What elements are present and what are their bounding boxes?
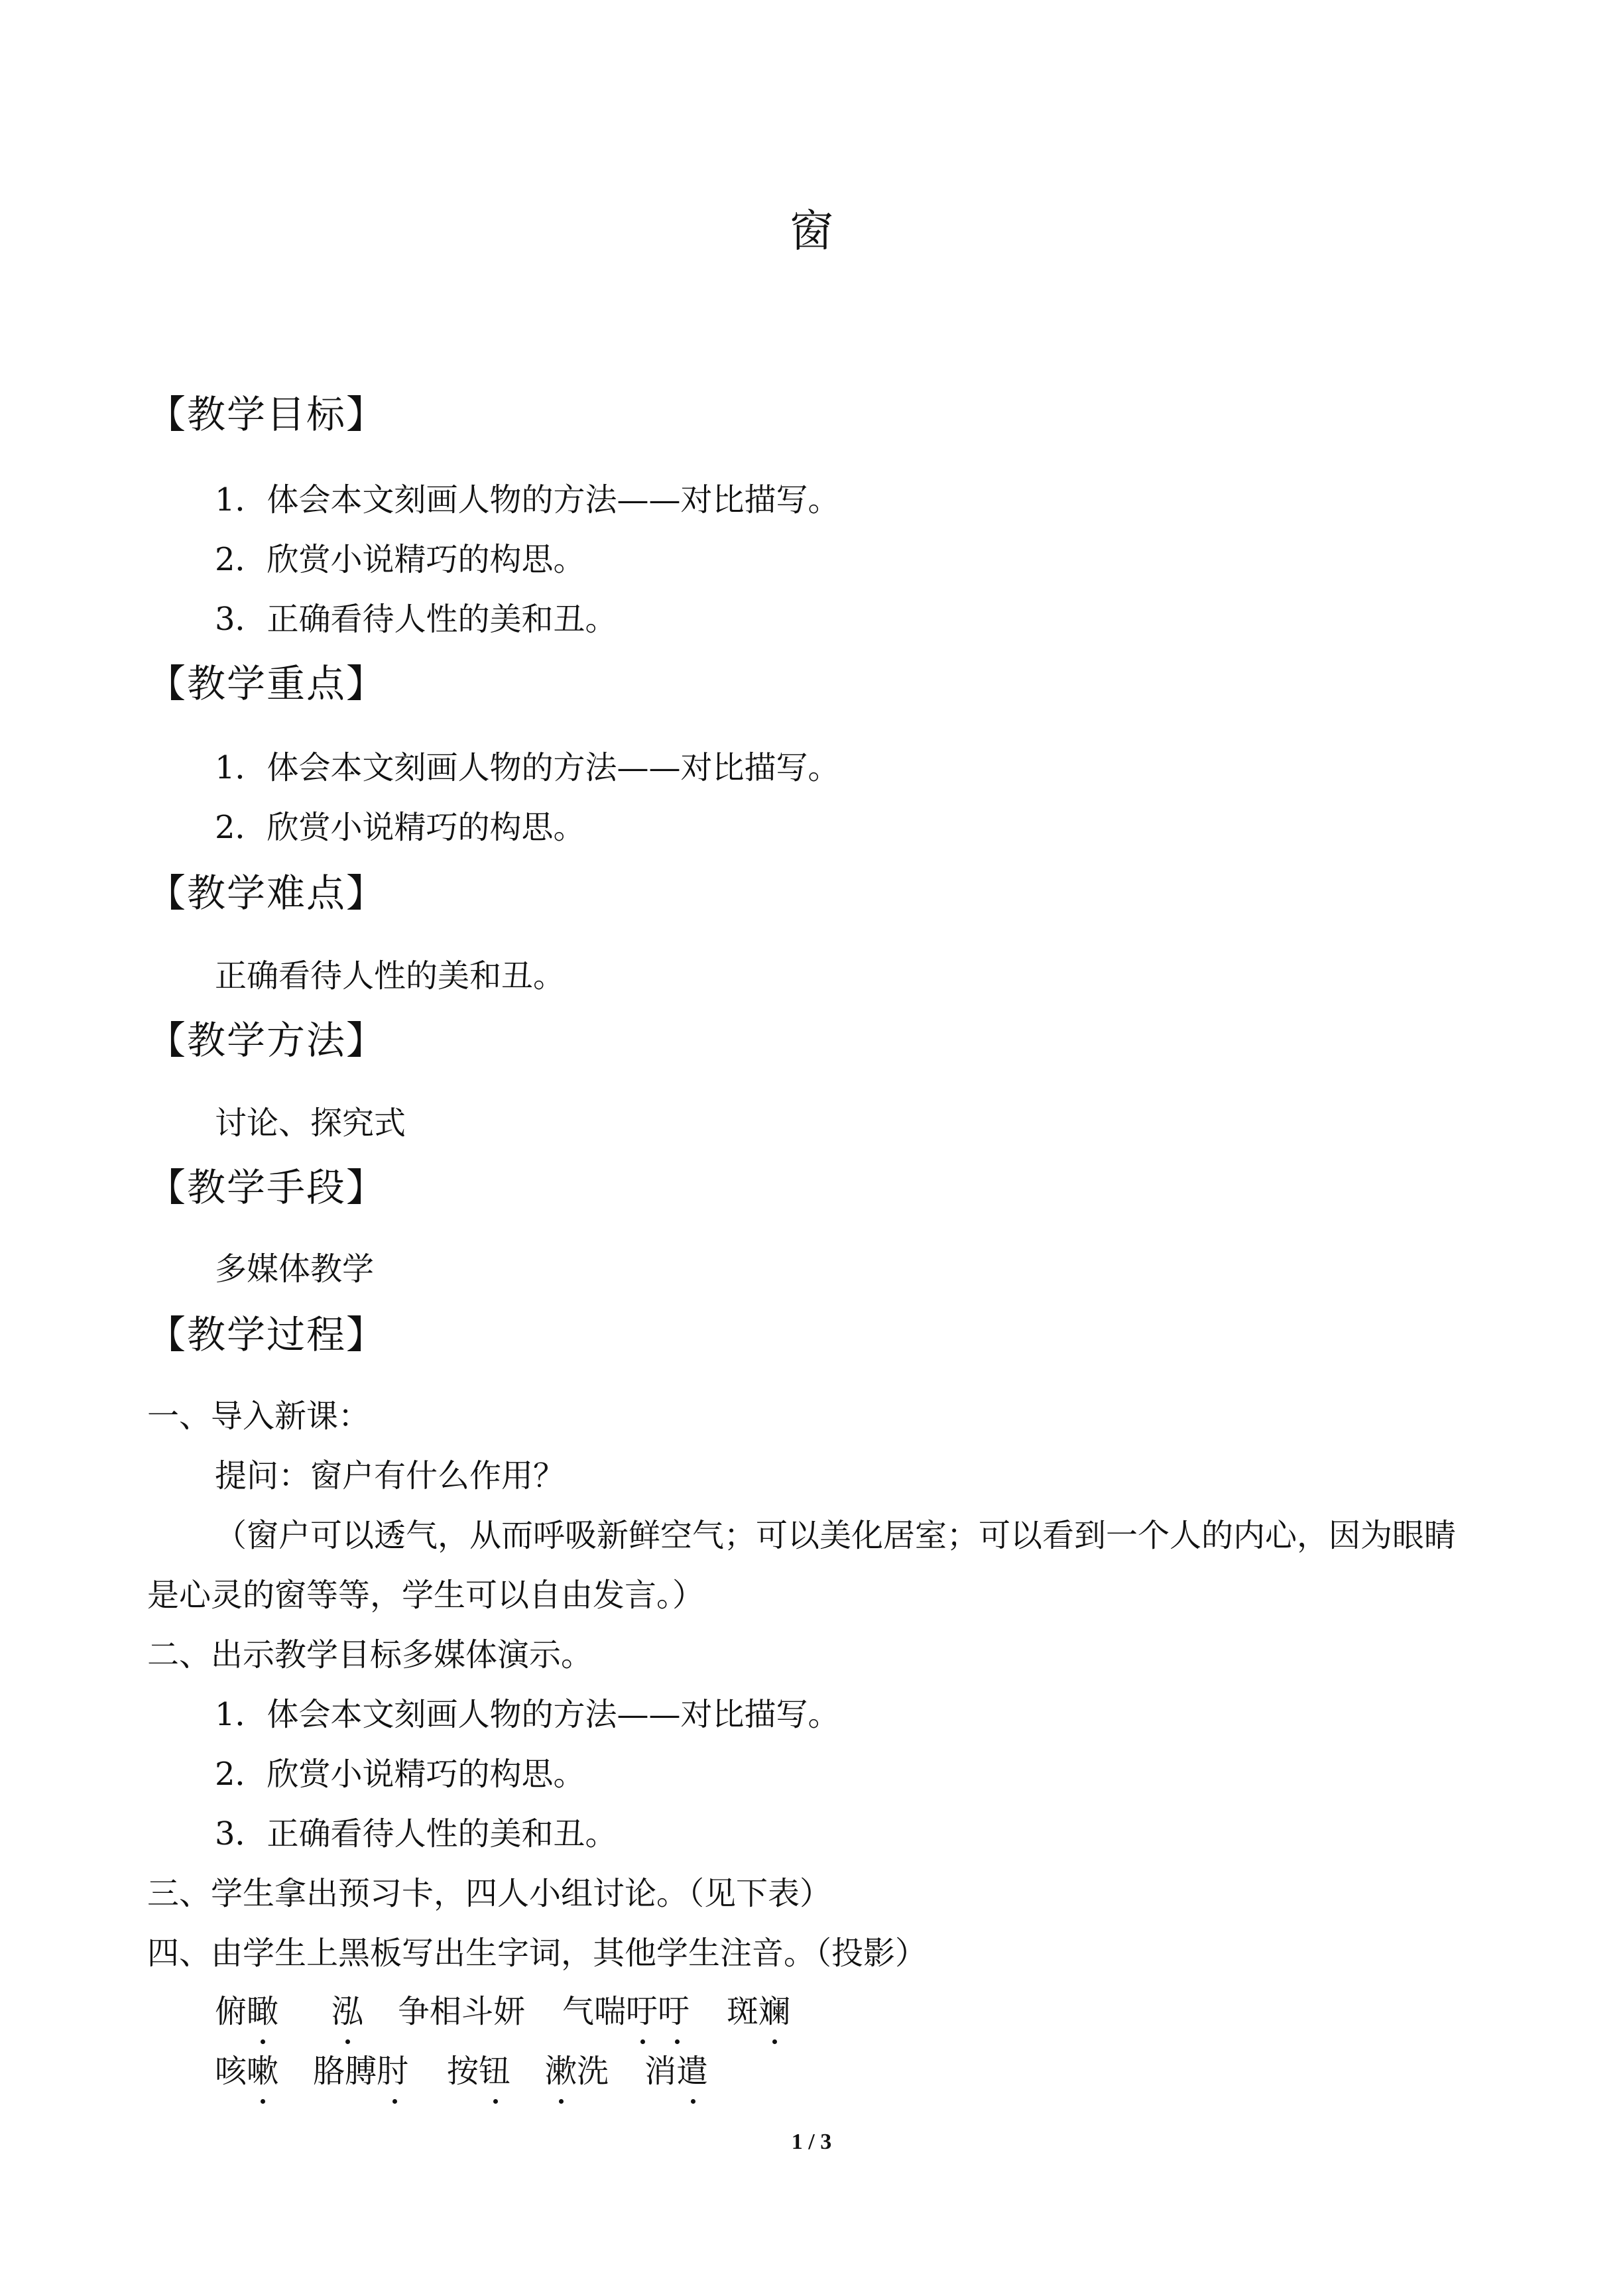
methods-text: 讨论、探究式 bbox=[215, 1105, 406, 1142]
key-point-item-2: 2．欣赏小说精巧的构思。 bbox=[215, 809, 585, 846]
objective-item-3: 3．正确看待人性的美和丑。 bbox=[215, 601, 617, 638]
vocab-word: 泓 bbox=[331, 1993, 364, 2030]
emphasis-dot bbox=[345, 2039, 350, 2044]
vocab-word: 斑斓 bbox=[727, 1993, 791, 2030]
vocab-row-2 bbox=[215, 2055, 878, 2108]
key-point-item-1: 1．体会本文刻画人物的方法——对比描写。 bbox=[215, 749, 840, 786]
objective-item-1: 1．体会本文刻画人物的方法——对比描写。 bbox=[215, 481, 840, 518]
vocab-word: 按钮 bbox=[447, 2053, 511, 2090]
emphasis-dot bbox=[392, 2099, 397, 2104]
vocab-row-1 bbox=[215, 1993, 878, 2049]
step1-title: 一、导入新课： bbox=[147, 1398, 371, 1435]
heading-process: 【教学过程】 bbox=[147, 1312, 387, 1357]
emphasis-dot bbox=[559, 2099, 564, 2104]
vocab-word: 争相斗妍 bbox=[398, 1993, 526, 2030]
vocab-word: 漱洗 bbox=[545, 2053, 609, 2090]
vocab-word: 气喘吁吁 bbox=[562, 1993, 690, 2030]
heading-objectives: 【教学目标】 bbox=[147, 392, 387, 437]
step2-title: 二、出示教学目标多媒体演示。 bbox=[147, 1636, 593, 1673]
heading-methods: 【教学方法】 bbox=[147, 1018, 387, 1063]
page-number: 1 / 3 bbox=[791, 2130, 832, 2154]
heading-key-points: 【教学重点】 bbox=[147, 661, 387, 706]
means-text: 多媒体教学 bbox=[215, 1250, 375, 1288]
document-title: 窗 bbox=[790, 206, 833, 257]
objective-item-2: 2．欣赏小说精巧的构思。 bbox=[215, 541, 585, 578]
difficulty-text: 正确看待人性的美和丑。 bbox=[215, 957, 566, 995]
step2-item-1: 1．体会本文刻画人物的方法——对比描写。 bbox=[215, 1696, 840, 1733]
vocab-word: 俯瞰 bbox=[215, 1993, 279, 2030]
step3-title: 三、学生拿出预习卡，四人小组讨论。（见下表） bbox=[147, 1875, 832, 1912]
heading-difficulties: 【教学难点】 bbox=[147, 871, 387, 916]
step4-title: 四、由学生上黑板写出生字词，其他学生注音。（投影） bbox=[147, 1935, 928, 1972]
emphasis-dot bbox=[772, 2039, 777, 2044]
step2-item-3: 3．正确看待人性的美和丑。 bbox=[215, 1815, 617, 1852]
emphasis-dot bbox=[261, 2039, 265, 2044]
vocab-word: 咳嗽 bbox=[215, 2053, 279, 2090]
vocab-word: 消遣 bbox=[644, 2053, 709, 2090]
vocab-word: 胳膊肘 bbox=[313, 2053, 409, 2090]
emphasis-dot bbox=[261, 2099, 265, 2104]
heading-means: 【教学手段】 bbox=[147, 1165, 387, 1210]
emphasis-dot bbox=[675, 2039, 680, 2044]
step1-answer-line2: 是心灵的窗等等，学生可以自由发言。） bbox=[147, 1577, 705, 1614]
emphasis-dot bbox=[493, 2099, 498, 2104]
emphasis-dot bbox=[640, 2039, 645, 2044]
emphasis-dot bbox=[691, 2099, 695, 2104]
step1-answer-line1: （窗户可以透气，从而呼吸新鲜空气；可以美化居室；可以看到一个人的内心，因为眼睛 bbox=[215, 1517, 1457, 1554]
step2-item-2: 2．欣赏小说精巧的构思。 bbox=[215, 1756, 585, 1793]
step1-question: 提问：窗户有什么作用？ bbox=[215, 1457, 566, 1494]
